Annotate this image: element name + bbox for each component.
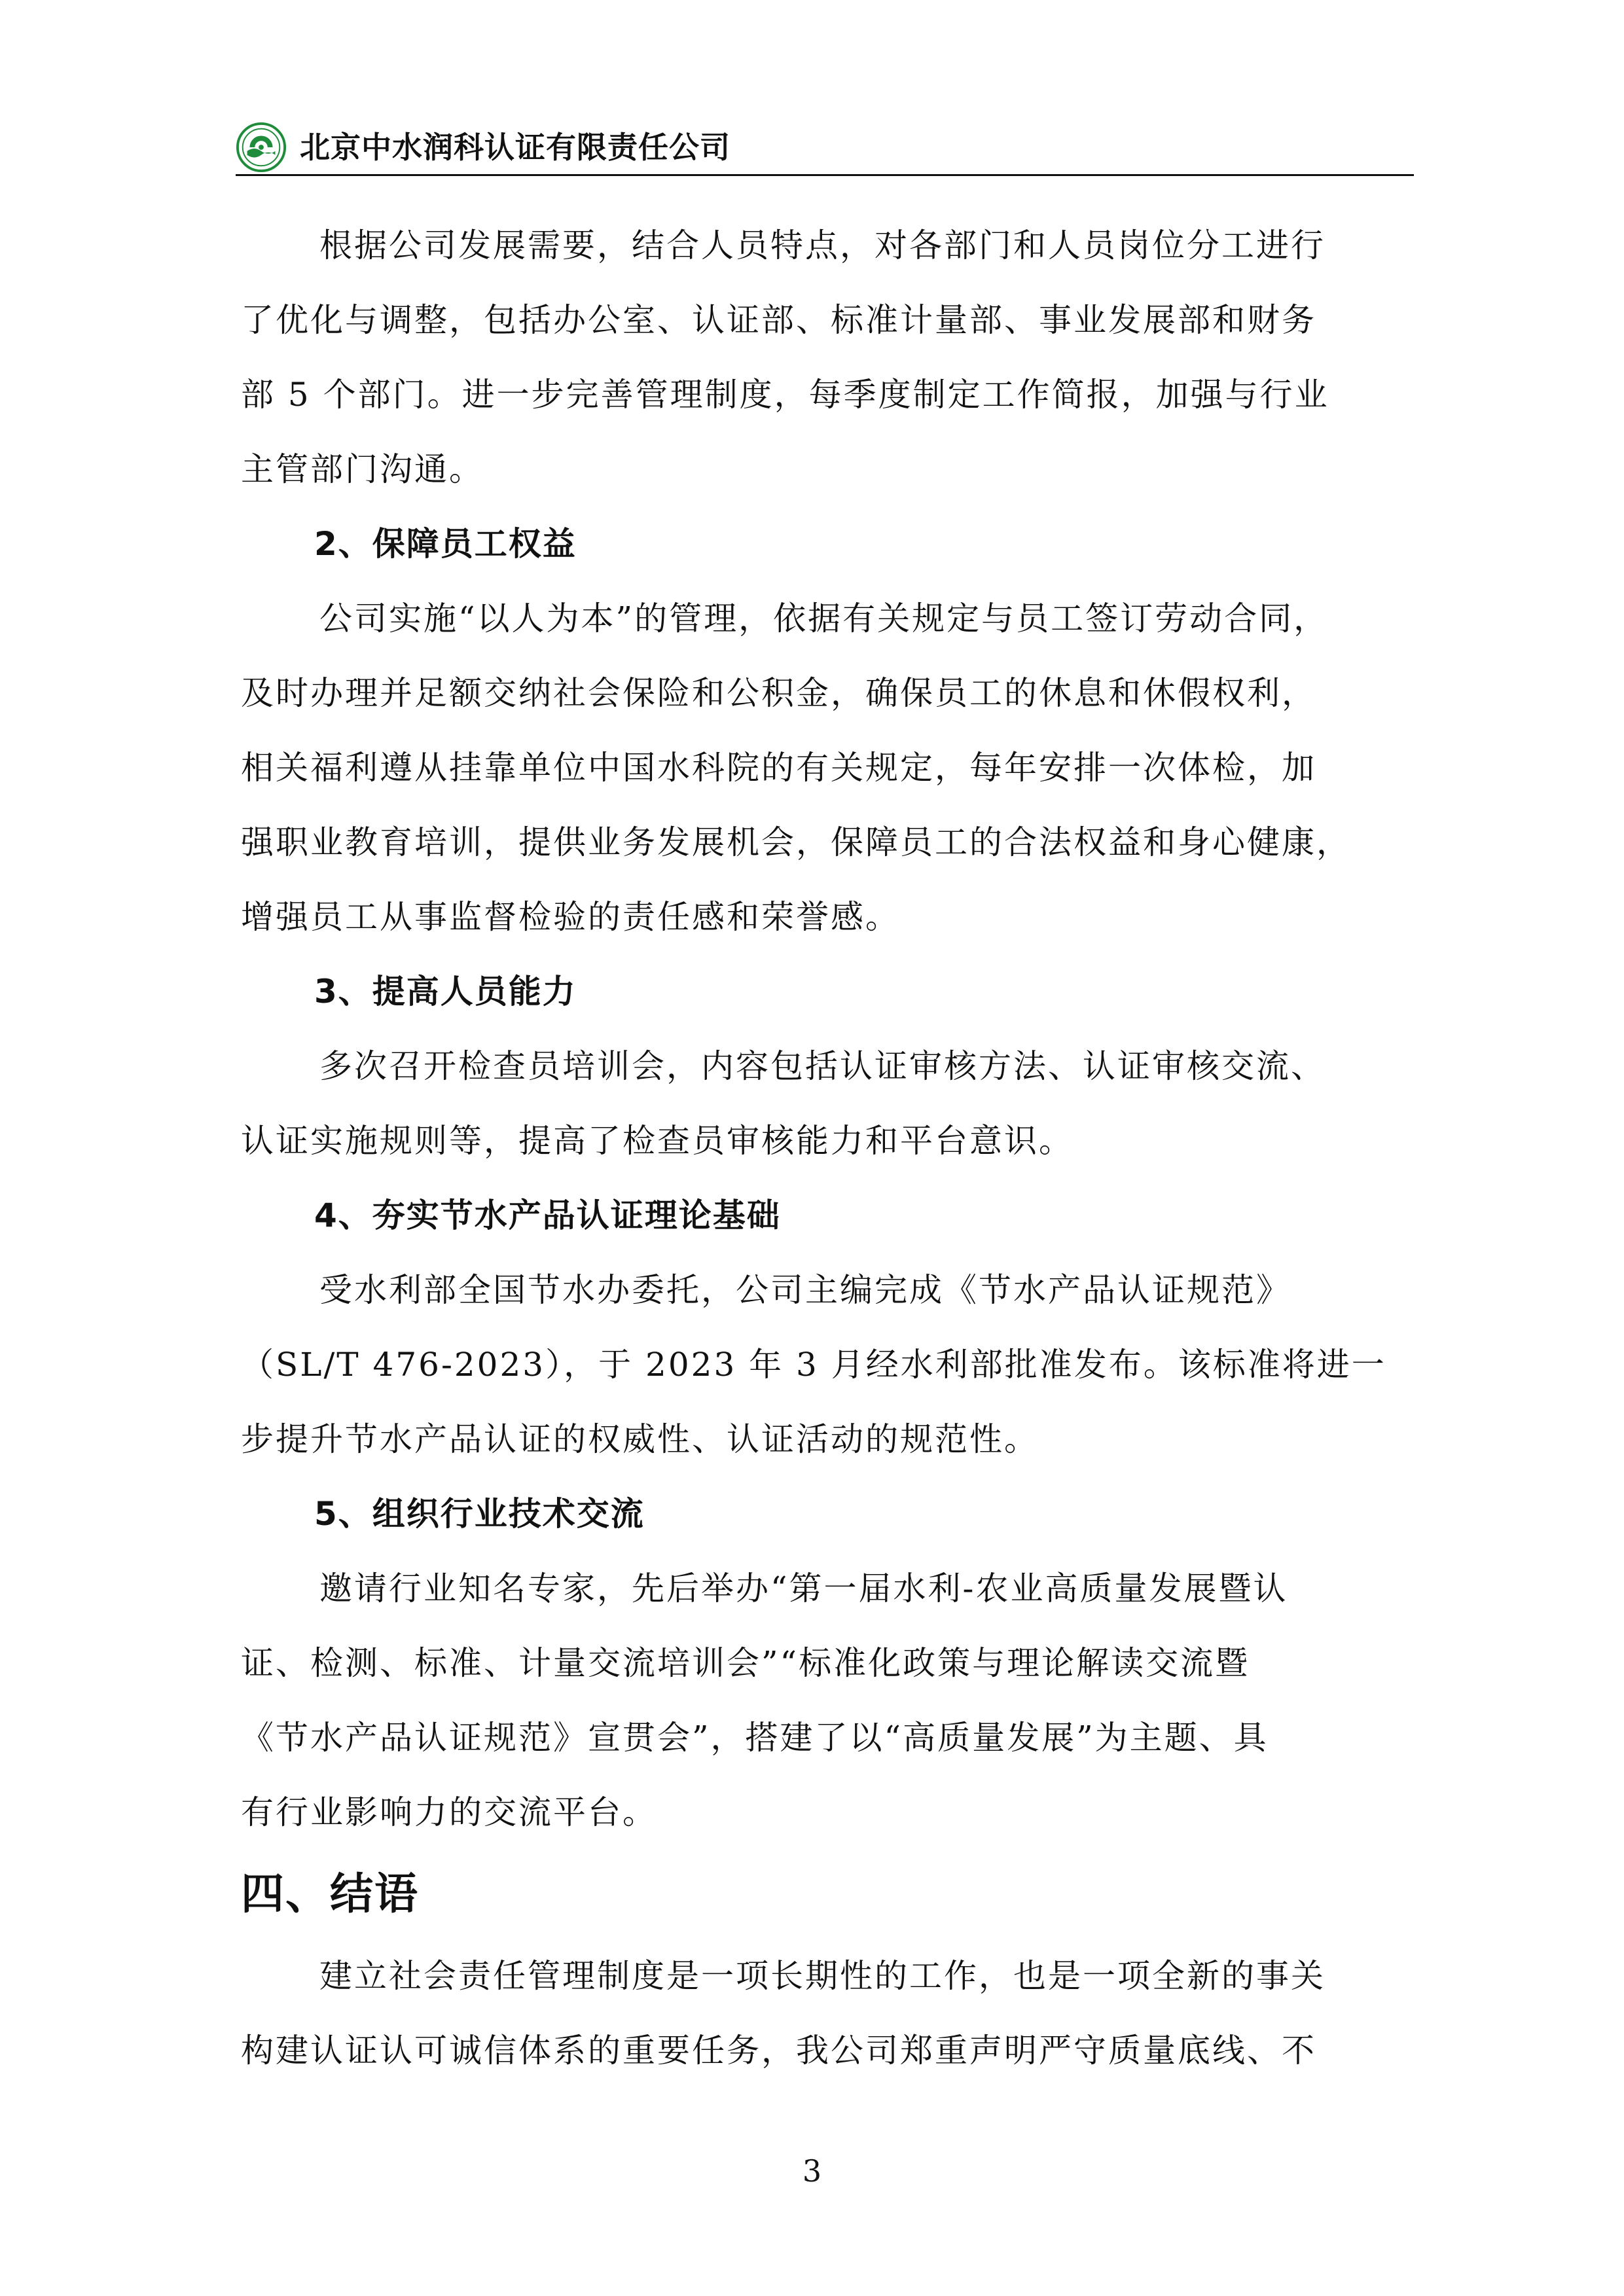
page-number: 3 [802,2153,822,2189]
text-line: 有行业影响力的交流平台。 [241,1793,657,1831]
text-line: 认证实施规则等，提高了检查员审核能力和平台意识。 [241,1122,1074,1160]
text-line: 根据公司发展需要，结合人员特点，对各部门和人员岗位分工进行 [319,226,1326,264]
text-line: 建立社会责任管理制度是一项长期性的工作，也是一项全新的事关 [319,1957,1326,1995]
subheading-theory-foundation: 4、夯实节水产品认证理论基础 [314,1196,781,1234]
text-line: 《节水产品认证规范》宣贯会”，搭建了以“高质量发展”为主题、具 [241,1719,1269,1757]
text-line: 部 5 个部门。进一步完善管理制度，每季度制定工作简报，加强与行业 [241,376,1329,414]
text-line: 邀请行业知名专家，先后举办“第一届水利-农业高质量发展暨认 [319,1570,1288,1607]
text-line: 步提升节水产品认证的权威性、认证活动的规范性。 [241,1420,1039,1458]
text-line: 相关福利遵从挂靠单位中国水科院的有关规定，每年安排一次体检，加 [241,749,1316,787]
header-divider [236,174,1414,176]
text-line: （SL/T 476-2023），于 2023 年 3 月经水利部批准发布。该标准将进一 [241,1346,1386,1384]
text-line: 证、检测、标准、计量交流培训会”“标准化政策与理论解读交流暨 [241,1644,1250,1682]
page-header [236,110,1414,175]
text-line: 多次召开检查员培训会，内容包括认证审核方法、认证审核交流、 [319,1047,1326,1085]
section-heading-conclusion: 四、结语 [241,1869,419,1919]
text-line: 及时办理并足额交纳社会保险和公积金，确保员工的休息和休假权利， [241,674,1316,712]
company-logo-icon [236,122,287,173]
subheading-tech-exchange: 5、组织行业技术交流 [314,1495,645,1533]
text-line: 受水利部全国节水办委托，公司主编完成《节水产品认证规范》 [319,1271,1291,1309]
subheading-employee-rights: 2、保障员工权益 [314,525,577,563]
company-name: 北京中水润科认证有限责任公司 [300,130,731,165]
text-line: 构建认证认可诚信体系的重要任务，我公司郑重声明严守质量底线、不 [241,2032,1316,2070]
text-line: 了优化与调整，包括办公室、认证部、标准计量部、事业发展部和财务 [241,301,1316,339]
text-line: 主管部门沟通。 [241,450,484,488]
text-line: 增强员工从事监督检验的责任感和荣誉感。 [241,898,900,936]
text-line: 强职业教育培训，提供业务发展机会，保障员工的合法权益和身心健康， [241,823,1351,861]
subheading-staff-capability: 3、提高人员能力 [314,973,577,1011]
intro-paragraph [241,208,1419,2088]
text-line: 公司实施“以人为本”的管理，依据有关规定与员工签订劳动合同， [319,600,1329,637]
